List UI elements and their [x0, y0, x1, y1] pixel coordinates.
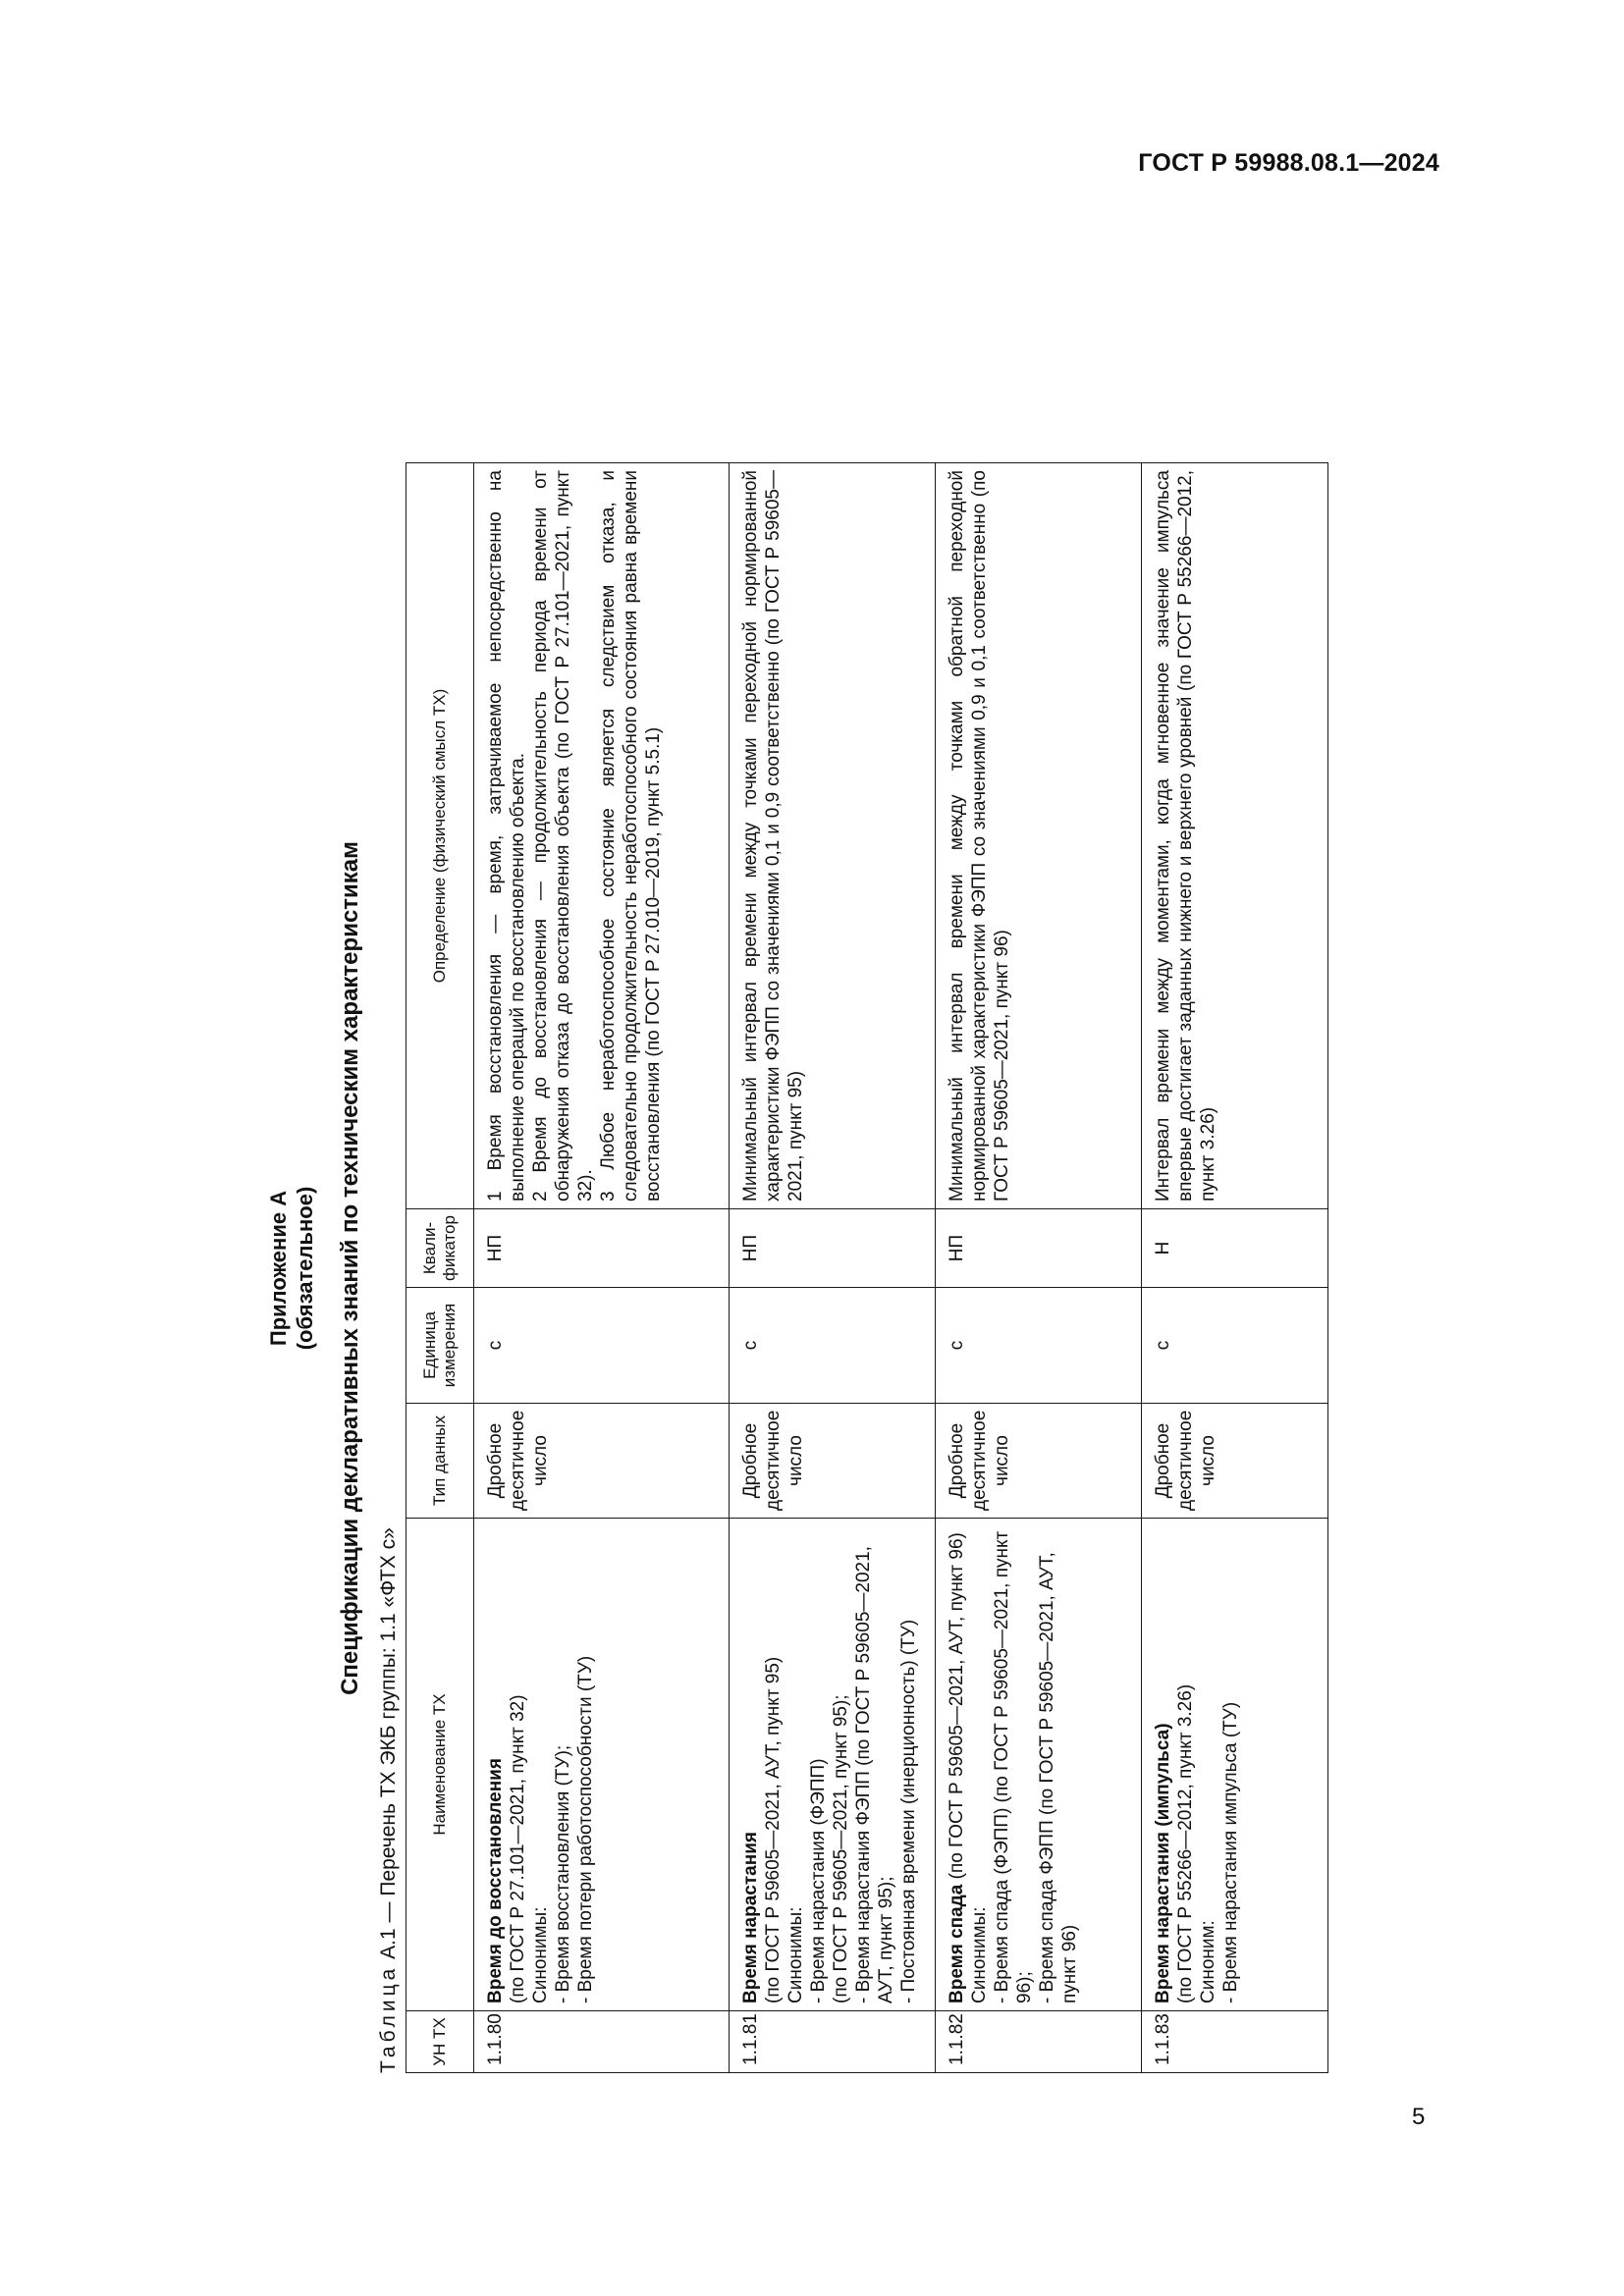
col-header-code: УН ТХ: [406, 2011, 474, 2073]
tx-name-line: Синоним:: [1198, 1920, 1218, 2003]
col-header-type: Тип данных: [406, 1404, 474, 1519]
tx-name-line: Синонимы:: [785, 1906, 806, 2003]
tx-name-line: - Постоянная времени (инерционность) (ТУ): [898, 1619, 919, 2003]
tx-name-line: (по ГОСТ Р 55266—2012, пункт 3.26): [1175, 1683, 1196, 2003]
tx-name-line: Синонимы:: [969, 1906, 990, 2003]
section-heading: Спецификации декларативных знаний по техническим характеристикам: [337, 841, 363, 1695]
table-header-row: [406, 463, 474, 2073]
tx-name-line: Синонимы:: [530, 1906, 551, 2003]
tx-definition-cell: [936, 463, 1142, 1209]
tx-unit: с: [1142, 1288, 1328, 1404]
tx-data-type: Дробное десятичное число: [936, 1404, 1142, 1519]
tx-code: 1.1.83: [1142, 2011, 1328, 2073]
tx-name-cell: [1142, 1519, 1328, 2011]
tx-name-reference: (по ГОСТ Р 59605—2021, АУТ, пункт 96): [947, 1532, 967, 1885]
tx-qualifier: НП: [936, 1209, 1142, 1288]
tx-data-type: Дробное десятичное число: [474, 1404, 730, 1519]
tx-unit: с: [936, 1288, 1142, 1404]
tx-definition-line: Интервал времени между моментами, когда мгновенное значение импульса впервые достигает заданных нижнего и верхнего уровней (по ГОСТ Р 55266—2012, пункт 3.26): [1153, 470, 1218, 1201]
tx-code: 1.1.82: [936, 2011, 1142, 2073]
col-header-name: Наименование ТХ: [406, 1519, 474, 2011]
table-caption-label: Таблица: [377, 1964, 400, 2073]
tx-name-line: - Время спада ФЭПП (по ГОСТ Р 59605—2021, АУТ, пункт 96): [1037, 1552, 1080, 2003]
tx-definition-cell: [474, 463, 730, 1209]
tx-definition-line: 1 Время восстановления — время, затрачиваемое непосредственно на выполнение операций по восстановлению объекта.: [485, 470, 528, 1201]
tx-qualifier: НП: [730, 1209, 936, 1288]
tx-definition-line: Минимальный интервал времени между точками переходной нормированной характеристики ФЭПП со значениями 0,1 и 0,9 соответственно (по ГОСТ Р 59605—2021, пункт 95): [740, 470, 806, 1201]
table-body: [474, 463, 1328, 2073]
tx-code: 1.1.80: [474, 2011, 730, 2073]
table-row: [1142, 463, 1328, 2073]
annex-title-block: [265, 463, 318, 2073]
tx-name-line: - Время нарастания импульса (ТУ): [1220, 1701, 1241, 2003]
annex-subtitle: (обязательное): [293, 1186, 317, 1351]
rotated-content: [265, 463, 1384, 2073]
tx-definition-line: Минимальный интервал времени между точками обратной переходной нормированной характеристики ФЭПП со значениями 0,9 и 0,1 соответственно (по ГОСТ Р 59605—2021, пункт 96): [947, 470, 1012, 1201]
table-row: [730, 463, 936, 2073]
tx-name-cell: [936, 1519, 1142, 2011]
table-caption: [377, 1527, 401, 2073]
table-row: [474, 463, 730, 2073]
page-number: 5: [1412, 2104, 1426, 2130]
table-row: [936, 463, 1142, 2073]
tx-qualifier: Н: [1142, 1209, 1328, 1288]
tx-name-line: (по ГОСТ Р 27.101—2021, пункт 32): [508, 1694, 528, 2003]
col-header-definition: Определение (физический смысл ТХ): [406, 463, 474, 1209]
tx-code: 1.1.81: [730, 2011, 936, 2073]
tx-data-type: Дробное десятичное число: [730, 1404, 936, 1519]
tx-definition-cell: [730, 463, 936, 1209]
tx-name-cell: [730, 1519, 936, 2011]
tx-definition-line: 2 Время до восстановления — продолжительность периода времени от обнаружения отказа до восстановления объекта (по ГОСТ Р 27.101—2021, пункт 32).: [530, 470, 596, 1201]
tx-definition-cell: [1142, 463, 1328, 1209]
tx-qualifier: НП: [474, 1209, 730, 1288]
standard-code: ГОСТ Р 59988.08.1—2024: [1138, 149, 1439, 177]
tx-data-type: Дробное десятичное число: [1142, 1404, 1328, 1519]
tx-name-cell: [474, 1519, 730, 2011]
tx-name-line: (по ГОСТ Р 59605—2021, АУТ, пункт 95): [763, 1656, 784, 2003]
col-header-unit: Единица измерения: [406, 1288, 474, 1404]
tx-unit: с: [730, 1288, 936, 1404]
col-header-qualifier: Квали-фикатор: [406, 1209, 474, 1288]
tx-name-title: Время до восстановления: [485, 1758, 506, 2003]
annex-title: Приложение А: [266, 1190, 291, 1347]
tx-name-title: Время нарастания: [740, 1832, 761, 2003]
tx-unit: с: [474, 1288, 730, 1404]
tx-name-line: - Время потери работоспособности (ТУ): [575, 1655, 596, 2003]
tx-name-title: Время нарастания (импульса): [1153, 1723, 1173, 2003]
tx-name-line: - Время спада (ФЭПП) (по ГОСТ Р 59605—2021, пункт 96);: [992, 1530, 1035, 2003]
tx-name-line: - Время нарастания ФЭПП (по ГОСТ Р 59605—2021, АУТ, пункт 95);: [853, 1546, 896, 2003]
tx-name-line: - Время нарастания (ФЭПП): [808, 1758, 829, 2003]
tx-name-line: (по ГОСТ Р 59605—2021, пункт 95);: [831, 1694, 851, 2003]
tx-name-line: - Время восстановления (ТУ);: [553, 1744, 573, 2003]
tx-name-title: Время спада: [947, 1884, 967, 2003]
tx-definition-line: 3 Любое неработоспособное состояние является следствием отказа, и следовательно продолжительность неработоспособного состояния равна времени восстановления (по ГОСТ Р 27.010—2019, пункт 5.5.1): [598, 470, 664, 1201]
spec-table: [406, 462, 1328, 2073]
table-caption-text: А.1 — Перечень ТХ ЭКБ группы: 1.1 «ФТХ с»: [377, 1527, 400, 1965]
